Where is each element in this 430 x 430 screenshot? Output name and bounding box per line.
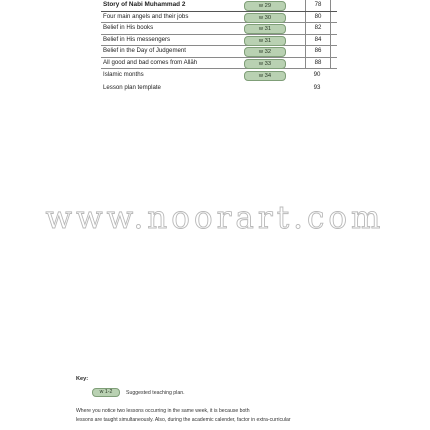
- note-line: Where you notice two lessons occurring in the same week, it is because both: [76, 408, 250, 414]
- toc-title: Belief in His messengers: [103, 35, 171, 43]
- toc-title: Belief in the Day of Judgement: [103, 47, 186, 55]
- key-week-badge: w 1-2: [92, 388, 120, 397]
- toc-row: [101, 0, 337, 12]
- toc-row: [101, 69, 337, 82]
- week-badge: w 33: [244, 59, 286, 69]
- toc-page-number: 84: [314, 35, 322, 43]
- toc-page-number: 93: [313, 83, 321, 91]
- toc-title: Story of Nabi Muhammad 2: [103, 1, 186, 9]
- toc-title: Islamic months: [103, 71, 144, 79]
- key-description: Suggested teaching plan.: [126, 389, 185, 396]
- week-badge: w 34: [244, 71, 286, 81]
- toc-row: [101, 58, 337, 70]
- toc-row: [101, 82, 337, 95]
- toc-page-number: 90: [313, 71, 321, 78]
- week-badge: w 32: [244, 47, 286, 57]
- week-badge: w 29: [244, 1, 286, 11]
- week-badge: w 30: [244, 13, 286, 23]
- toc-page-number: 80: [314, 12, 322, 20]
- toc-page-number: 88: [314, 58, 322, 66]
- toc-page-number: 82: [314, 24, 322, 31]
- toc-title: Belief in His books: [103, 24, 154, 32]
- toc-title: Lesson plan template: [103, 83, 161, 91]
- table-of-contents: [101, 0, 337, 94]
- toc-title: Four main angels and their jobs: [103, 12, 189, 20]
- toc-row: [101, 35, 337, 47]
- watermark: www.noorart.com: [45, 200, 385, 236]
- toc-row: [101, 23, 337, 35]
- toc-title: All good and bad comes from Allāh: [103, 58, 198, 66]
- key-row: [92, 388, 185, 397]
- toc-row: [101, 46, 337, 58]
- note-line: lessons are taught simultaneously. Also, during the academic calender, factor in extra-curricular: [76, 417, 291, 423]
- week-badge: w 31: [244, 24, 286, 34]
- toc-page-number: 78: [314, 1, 322, 8]
- toc-page-number: 86: [314, 47, 322, 54]
- key-label: Key:: [76, 376, 89, 382]
- week-badge: w 31: [244, 36, 286, 46]
- toc-row: [101, 12, 337, 24]
